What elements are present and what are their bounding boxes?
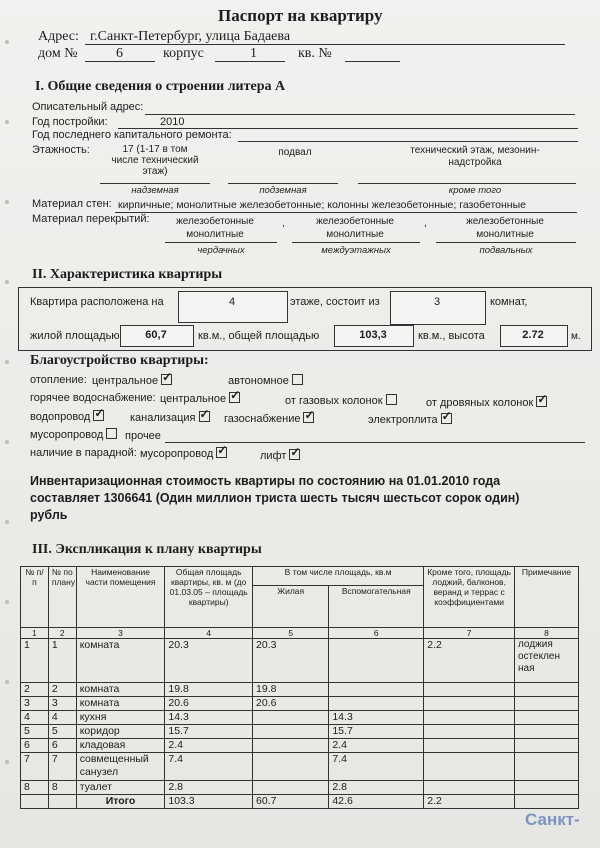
heating-central-checkbox[interactable] [161,374,172,385]
floors-value: 17 (1-17 в том числе технический этаж) [111,144,199,177]
desc-address-label: Описательный адрес: [32,101,144,113]
caption-between: междуэтажных [321,245,391,256]
height-unit: м. [571,331,581,342]
table-row: 5 5 коридор 15.7 15.7 [21,725,579,739]
col-header-loggias: Кроме того, площадь лоджий, балконов, веранд и террас с коэффициентами [424,567,515,628]
col-header-living: Жилая [253,586,329,628]
col-header-auxiliary: Вспомогательная [329,586,424,628]
explication-table [20,566,579,809]
electric-stove-checkbox[interactable] [441,413,452,424]
table-row: 4 4 кухня 14.3 14.3 [21,711,579,725]
document-title: Паспорт на квартиру [218,6,383,25]
hot-water-gas-checkbox[interactable] [386,394,397,405]
water-supply-checkbox[interactable] [93,410,104,421]
floors-label: Этажность: [32,144,90,156]
table-row: 7 7 совмещенный санузел 7.4 7.4 [21,753,579,781]
valuation-text: Инвентаризационная стоимость квартиры по состоянию на 01.01.2010 года составляет 1306641 (Один миллион триста шесть тысяч шестьсот сорок один) рубль [30,474,520,522]
sewerage-checkbox[interactable] [199,411,210,422]
rooms-value: 3 [433,296,441,308]
table-row: 8 8 туалет 2.8 2.8 [21,781,579,795]
floor-material-between: железобетонные монолитные [316,216,394,240]
table-row: 1 1 комната 20.3 20.3 2.2 лоджия остеклен ная [21,639,579,683]
house-number: 6 [116,46,123,61]
building-number: 1 [250,46,257,61]
address-value: г.Санкт-Петербург, улица Бадаева [90,29,291,44]
gas-supply-checkbox[interactable] [303,412,314,423]
caption-above-ground: надземная [131,185,179,196]
floor-material-basement: железобетонные монолитные [466,216,544,240]
hot-water-central: центральное✓ [160,392,240,405]
hot-water-wood-checkbox[interactable] [536,396,547,407]
section3-heading: III. Экспликация к плану квартиры [32,542,262,557]
apartment-label: кв. № [298,46,332,61]
heating-central: центральное✓ [92,374,172,387]
passport-page: Паспорт на квартиру Адрес: г.Санкт-Петербург, улица Бадаева дом № 6 корпус 1 кв. № I. Общие сведения о строении литера А Описательный адрес: Год постройки: 2010 Год последнего капитального ремонта: Этажность: 17 (1-17 в том числе технический этаж) подвал технический этаж, мезонин- надстройка надземная подземная кроме того Материал стен: кирпичные; монолитные железобетонные; колонны железобетонные; газобетонные Материал перекрытий: железобетонные монолитные железобетонные монолитные железобетонные монолитные , , чердачных междуэтажных подвальных II. Характеристика квартиры Квартира расположена на 4 этаже, состоит из 3 комнат, жилой площадью 60,7 кв.м., общей площадью 103,3 кв.м., высота 2.72 м. Благоустройство квартиры: отопление: центральное✓ автономное горячее водоснабжение: центральное✓ от газовых колонок от дровяных колонок✓ водопровод✓ канализация✓ газоснабжение✓ электроплита✓ мусоропровод прочее наличие в парадной: мусоропровод✓ лифт✓ Инвентаризационная стоимость квартиры по состоянию на 01.01.2010 года составляет 1306641 (Один миллион триста шесть тысяч шестьсот сорок один) рубль III. Экспликация к плану квартиры № п/п № по плану Наименование части помещения Общая площадь квартиры, кв. м (до 01.03.05 – площадь квартиры) В том числе площадь, кв.м Кроме того, площадь лоджий, балконов, веранд и террас с коэффициентами Примечание Жилая Вспомогательная 1 2 3 4 5 6 7 8 1 1 комната 20.3 20.3 2.2 лоджия остеклен ная 2 2 комната 19.8 19.8 3 3 комната 20.6 20.6 4 4 кухня 14.3 14.3 5 5 коридор 15.7 15.7 6 6 кладовая 2.4 2.4 7 7 совмещенный санузел 7.4 7.4 8 8 туалет 2.8 2.8 Итого 103.3 60.7 42.6 2.2 Санкт- [0,0,600,848]
col-header-total-area: Общая площадь квартиры, кв. м (до 01.03.05 – площадь квартиры) [165,567,253,628]
table-row: 3 3 комната 20.6 20.6 [21,697,579,711]
binder-holes [2,0,12,848]
heating-autonomous: автономное [228,374,303,387]
caption-attic: чердачных [197,245,245,256]
house-label: дом № [38,46,78,61]
walls-label: Материал стен: [32,198,112,210]
year-built-value: 2010 [160,116,185,128]
hot-water-gas: от газовых колонок [285,394,397,407]
walls-value: кирпичные; монолитные железобетонные; колонны железобетонные; газобетонные [118,199,526,211]
building-label: корпус [163,46,204,61]
hot-water-central-checkbox[interactable] [229,392,240,403]
living-label: жилой площадью [30,330,120,342]
heating-label: отопление: [30,374,87,386]
entrance-chute: мусоропровод✓ [140,447,227,460]
basement-value: подвал [278,147,312,158]
floor-tail: этаже, состоит из [290,296,380,308]
sewerage: канализация✓ [130,411,210,424]
table-row: 2 2 комната 19.8 19.8 [21,683,579,697]
height-label: кв.м., высота [418,330,485,342]
entrance-chute-checkbox[interactable] [216,447,227,458]
hot-water-label: горячее водоснабжение: [30,392,156,404]
garbage-chute: мусоропровод [30,428,117,441]
amenities-heading: Благоустройство квартиры: [30,353,209,368]
elevator: лифт✓ [260,449,300,462]
address-label: Адрес: [38,29,79,44]
floor-value: 4 [228,296,236,308]
stamp-fragment: Санкт- [525,810,580,829]
rooms-tail: комнат, [490,296,528,308]
hot-water-wood: от дровяных колонок✓ [426,396,547,409]
column-numbers-row: 1 2 3 4 5 6 7 8 [21,628,579,639]
caption-basement: подвальных [479,245,533,256]
table-row: 6 6 кладовая 2.4 2.4 [21,739,579,753]
located-label: Квартира расположена на [30,296,164,308]
col-header-part-name: Наименование части помещения [76,567,165,628]
floor-material-attic: железобетонные монолитные [176,216,254,240]
year-built-label: Год постройки: [32,116,108,128]
last-repair-label: Год последнего капитального ремонта: [32,129,232,141]
col-header-including: В том числе площадь, кв.м [253,567,424,586]
section1-heading: I. Общие сведения о строении литера А [35,79,286,94]
total-value: 103,3 [359,329,387,341]
col-header-note: Примечание [514,567,578,628]
electric-stove: электроплита✓ [368,413,452,426]
heating-autonomous-checkbox[interactable] [292,374,303,385]
col-header-no: № п/п [21,567,49,628]
gas-supply: газоснабжение✓ [224,412,314,425]
entrance-label: наличие в парадной: [30,447,137,459]
garbage-chute-checkbox[interactable] [106,428,117,439]
other-label: прочее [125,430,161,442]
col-header-plan-no: № по плану [48,567,76,628]
section2-heading: II. Характеристика квартиры [32,267,223,282]
extra-floors-value: технический этаж, мезонин- надстройка [410,145,540,168]
floor-material-label: Материал перекрытий: [32,213,150,225]
total-label: кв.м., общей площадью [198,330,320,342]
water-supply: водопровод✓ [30,410,104,423]
living-value: 60,7 [145,329,167,341]
height-value: 2.72 [522,329,544,341]
caption-besides: кроме того [448,185,502,196]
total-row: Итого 103.3 60.7 42.6 2.2 [21,795,579,809]
elevator-checkbox[interactable] [289,449,300,460]
caption-underground: подземная [259,185,307,196]
